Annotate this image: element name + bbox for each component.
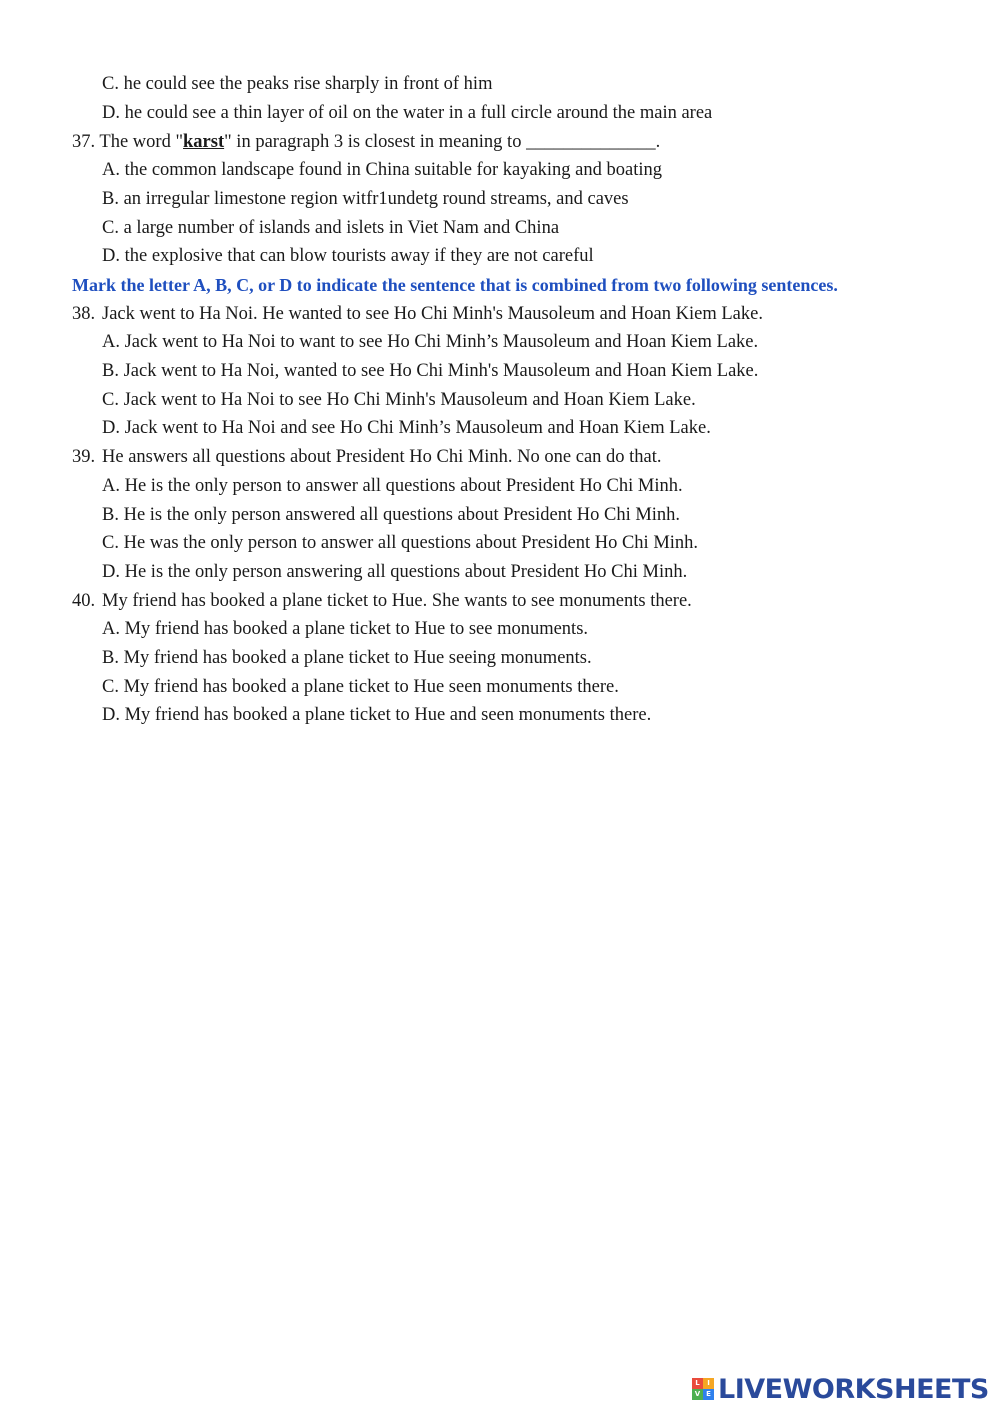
q40-number: 40. — [72, 591, 96, 611]
q39-option-a: A. He is the only person to answer all questions about President Ho Chi Minh. — [102, 476, 683, 496]
q39-option-b: B. He is the only person answered all questions about President Ho Chi Minh. — [102, 505, 681, 525]
q37-stem-pre: 37. The word " — [72, 132, 183, 152]
q36-option-d: D. he could see a thin layer of oil on the water in a full circle around the main area — [102, 103, 713, 123]
q40-option-b: B. My friend has booked a plane ticket to Hue seeing monuments. — [102, 648, 592, 668]
q40-stem-text: My friend has booked a plane ticket to Hue. She wants to see monuments there. — [102, 591, 692, 611]
q39-option-c: C. He was the only person to answer all questions about President Ho Chi Minh. — [102, 533, 699, 553]
q37-option-c: C. a large number of islands and islets in Viet Nam and China — [102, 218, 560, 238]
q37-option-a: A. the common landscape found in China suitable for kayaking and boating — [102, 160, 663, 180]
q36-option-c: C. he could see the peaks rise sharply in front of him — [102, 74, 493, 94]
q38-stem — [72, 302, 763, 326]
liveworksheets-logo — [692, 1373, 989, 1405]
q37-option-d: D. the explosive that can blow tourists away if they are not careful — [102, 246, 594, 266]
q37-option-b: B. an irregular limestone region witfr1undetg round streams, and caves — [102, 189, 629, 209]
q37-stem-post: " in paragraph 3 is closest in meaning to ______________. — [224, 132, 661, 152]
logo-icon-tile-l: L — [692, 1378, 703, 1389]
q39-number: 39. — [72, 447, 96, 467]
section-instruction: Mark the letter A, B, C, or D to indicate the sentence that is combined from two following sentences. — [72, 275, 838, 295]
q38-option-a: A. Jack went to Ha Noi to want to see Ho Chi Minh’s Mausoleum and Hoan Kiem Lake. — [102, 332, 759, 352]
q40-option-d: D. My friend has booked a plane ticket to Hue and seen monuments there. — [102, 705, 652, 725]
q40-stem — [72, 589, 692, 613]
q38-option-d: D. Jack went to Ha Noi and see Ho Chi Minh’s Mausoleum and Hoan Kiem Lake. — [102, 418, 711, 438]
q38-stem-text: Jack went to Ha Noi. He wanted to see Ho Chi Minh's Mausoleum and Hoan Kiem Lake. — [102, 304, 763, 324]
logo-icon-tile-i: I — [703, 1378, 714, 1389]
q38-option-c: C. Jack went to Ha Noi to see Ho Chi Minh's Mausoleum and Hoan Kiem Lake. — [102, 390, 696, 410]
q40-option-c: C. My friend has booked a plane ticket to Hue seen monuments there. — [102, 677, 619, 697]
q39-option-d: D. He is the only person answering all questions about President Ho Chi Minh. — [102, 562, 688, 582]
q38-number: 38. — [72, 304, 96, 324]
q39-stem-text: He answers all questions about President Ho Chi Minh. No one can do that. — [102, 447, 662, 467]
q38-option-b: B. Jack went to Ha Noi, wanted to see Ho Chi Minh's Mausoleum and Hoan Kiem Lake. — [102, 361, 759, 381]
q40-option-a: A. My friend has booked a plane ticket to Hue to see monuments. — [102, 619, 589, 639]
logo-icon-tile-v: V — [692, 1389, 703, 1400]
liveworksheets-logo-icon — [692, 1378, 714, 1400]
logo-icon-tile-e: E — [703, 1389, 714, 1400]
q37-stem — [72, 130, 660, 154]
q37-keyword: karst — [183, 132, 225, 152]
q39-stem — [72, 445, 662, 469]
logo-text: LIVEWORKSHEETS — [718, 1373, 989, 1405]
